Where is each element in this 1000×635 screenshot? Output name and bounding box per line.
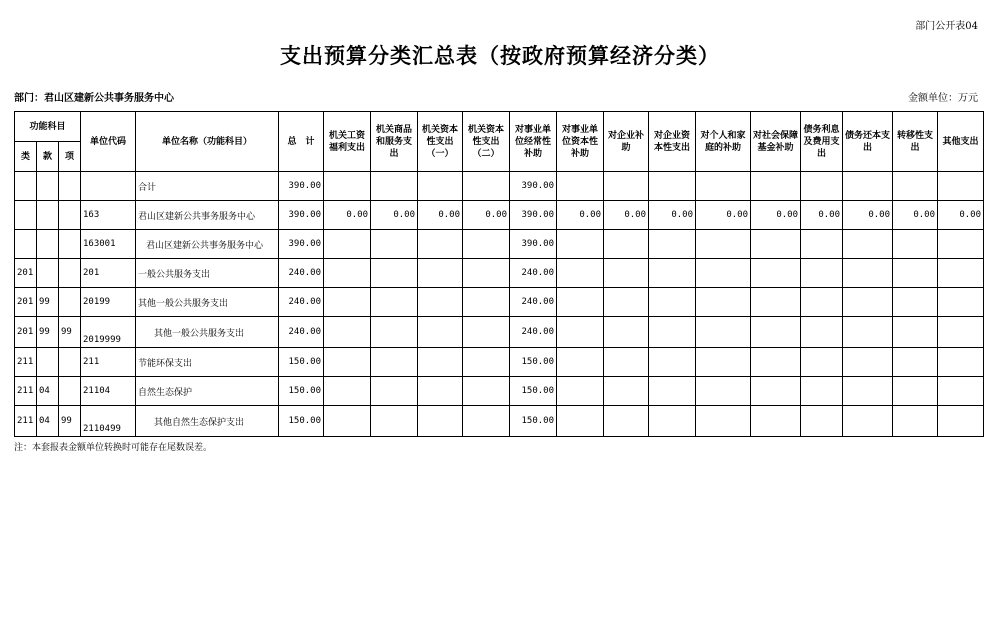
amount-cell [843,406,893,437]
amount-cell [324,406,371,437]
lei-cell: 211 [15,348,37,377]
table-row [15,348,984,377]
table-row [15,259,984,288]
kuan-cell [37,230,59,259]
col-header: 机关商品和服务支出 [371,112,418,172]
total-cell: 150.00 [279,377,324,406]
col-header: 债务还本支出 [843,112,893,172]
unit-code-cell: 20199 [81,288,136,317]
total-cell: 240.00 [279,259,324,288]
form-number: 部门公开表04 [915,21,978,32]
amount-cell [324,230,371,259]
unit-code-cell [81,172,136,201]
amount-cell [938,377,984,406]
amount-cell [751,288,801,317]
unit-code-cell: 21104 [81,377,136,406]
amount-cell: 150.00 [510,348,557,377]
amount-cell [696,172,751,201]
total-header: 总 计 [279,112,324,172]
amount-cell [604,348,649,377]
kuan-cell: 99 [37,317,59,348]
amount-cell [649,259,696,288]
amount-cell [371,259,418,288]
col-header: 对事业单位资本性补助 [557,112,604,172]
amount-cell [418,317,463,348]
amount-cell: 150.00 [510,406,557,437]
amount-cell [938,172,984,201]
amount-cell [801,377,843,406]
amount-cell: 240.00 [510,288,557,317]
xiang-cell [59,172,81,201]
amount-cell [696,230,751,259]
total-cell: 150.00 [279,406,324,437]
amount-cell [418,377,463,406]
unit-name-cell: 君山区建新公共事务服务中心 [136,201,279,230]
table-row [15,288,984,317]
xiang-cell [59,230,81,259]
col-header: 对企业补助 [604,112,649,172]
table-row [15,172,984,201]
total-cell: 240.00 [279,317,324,348]
amount-cell: 0.00 [751,201,801,230]
amount-cell [843,259,893,288]
lei-cell [15,230,37,259]
amount-cell [751,348,801,377]
amount-cell: 390.00 [510,230,557,259]
xiang-cell [59,348,81,377]
amount-cell [893,288,938,317]
amount-cell [843,230,893,259]
col-header: 债务利息及费用支出 [801,112,843,172]
amount-cell [751,377,801,406]
table-row [15,201,984,230]
amount-cell: 0.00 [604,201,649,230]
col-header: 对事业单位经常性补助 [510,112,557,172]
xiang-cell [59,288,81,317]
amount-cell [649,348,696,377]
unit-name-header: 单位名称（功能科目） [136,112,279,172]
amount-cell [938,288,984,317]
amount-cell [938,317,984,348]
amount-cell [649,377,696,406]
amount-cell [557,406,604,437]
amount-cell [463,230,510,259]
xiang-cell [59,259,81,288]
amount-cell [557,230,604,259]
lei-cell: 201 [15,317,37,348]
amount-cell [801,259,843,288]
xiang-cell [59,377,81,406]
amount-cell [371,288,418,317]
total-cell: 390.00 [279,230,324,259]
amount-cell [751,230,801,259]
amount-cell [604,230,649,259]
amount-cell [649,317,696,348]
amount-cell: 240.00 [510,317,557,348]
amount-cell [604,317,649,348]
col-header: 对企业资本性支出 [649,112,696,172]
col-header: 机关资本性支出（一） [418,112,463,172]
amount-cell [843,317,893,348]
unit-name-cell: 其他自然生态保护支出 [136,406,279,437]
page-title: 支出预算分类汇总表（按政府预算经济分类） [280,43,720,68]
amount-cell [751,317,801,348]
amount-cell [649,288,696,317]
lei-cell [15,201,37,230]
amount-cell [696,288,751,317]
amount-cell [557,348,604,377]
kuan-header: 款 [37,142,59,172]
xiang-cell [59,201,81,230]
amount-cell [696,317,751,348]
amount-cell: 0.00 [418,201,463,230]
amount-cell: 390.00 [510,201,557,230]
amount-cell [801,406,843,437]
total-cell: 150.00 [279,348,324,377]
table-row [15,230,984,259]
col-header: 对个人和家庭的补助 [696,112,751,172]
lei-cell [15,172,37,201]
amount-cell [696,259,751,288]
amount-cell [649,172,696,201]
amount-cell: 0.00 [938,201,984,230]
amount-cell [751,172,801,201]
amount-cell [324,377,371,406]
amount-cell [324,288,371,317]
col-header: 转移性支出 [893,112,938,172]
amount-cell [418,230,463,259]
amount-cell [557,288,604,317]
xiang-cell: 99 [59,406,81,437]
department-label: 部门：君山区建新公共事务服务中心 [14,93,174,104]
amount-cell [418,288,463,317]
amount-cell [324,317,371,348]
amount-cell: 0.00 [649,201,696,230]
amount-cell [463,317,510,348]
amount-cell [371,406,418,437]
amount-cell [893,259,938,288]
unit-code-cell: 201 [81,259,136,288]
xiang-header: 项 [59,142,81,172]
amount-cell [418,172,463,201]
table-row [15,377,984,406]
amount-cell [893,230,938,259]
amount-cell [324,348,371,377]
unit-name-cell: 节能环保支出 [136,348,279,377]
amount-cell: 0.00 [371,201,418,230]
col-header: 对社会保障基金补助 [751,112,801,172]
amount-cell [604,172,649,201]
amount-cell [371,230,418,259]
amount-cell [843,172,893,201]
amount-cell [463,406,510,437]
amount-cell [696,348,751,377]
amount-cell: 0.00 [463,201,510,230]
amount-cell [463,348,510,377]
kuan-cell [37,348,59,377]
amount-cell [371,172,418,201]
amount-cell [801,288,843,317]
amount-cell [801,230,843,259]
kuan-cell [37,259,59,288]
table-row [15,406,984,437]
amount-cell [801,172,843,201]
unit-code-cell: 2110499 [81,406,136,437]
amount-cell [893,406,938,437]
amount-cell: 390.00 [510,172,557,201]
amount-cell [418,259,463,288]
table-body [15,172,984,437]
amount-cell: 240.00 [510,259,557,288]
amount-cell [801,348,843,377]
total-cell: 390.00 [279,172,324,201]
amount-cell [371,348,418,377]
amount-cell [463,377,510,406]
amount-cell [557,172,604,201]
kuan-cell: 99 [37,288,59,317]
unit-name-cell: 其他一般公共服务支出 [136,317,279,348]
unit-name-cell: 合计 [136,172,279,201]
amount-cell [371,317,418,348]
kuan-cell: 04 [37,406,59,437]
col-header: 其他支出 [938,112,984,172]
col-header: 机关工资福利支出 [324,112,371,172]
amount-cell [557,259,604,288]
budget-table [14,111,984,437]
total-cell: 390.00 [279,201,324,230]
amount-cell [843,348,893,377]
amount-cell [893,348,938,377]
amount-cell: 0.00 [557,201,604,230]
amount-cell [938,230,984,259]
func-subject-header: 功能科目 [15,112,81,142]
amount-cell [843,377,893,406]
amount-cell: 0.00 [893,201,938,230]
amount-cell [696,406,751,437]
unit-name-cell: 自然生态保护 [136,377,279,406]
unit-code-cell: 163001 [81,230,136,259]
amount-cell [557,317,604,348]
amount-cell: 0.00 [843,201,893,230]
amount-cell [649,406,696,437]
amount-cell [418,406,463,437]
amount-cell [604,406,649,437]
amount-cell [696,377,751,406]
amount-cell [463,259,510,288]
amount-cell: 0.00 [801,201,843,230]
amount-cell [604,259,649,288]
amount-cell [751,406,801,437]
amount-cell: 0.00 [324,201,371,230]
amount-unit-label: 金额单位：万元 [908,93,978,104]
amount-cell [324,259,371,288]
kuan-cell: 04 [37,377,59,406]
amount-cell [604,377,649,406]
amount-cell [463,288,510,317]
lei-cell: 211 [15,406,37,437]
unit-name-cell: 其他一般公共服务支出 [136,288,279,317]
amount-cell [557,377,604,406]
unit-code-cell: 163 [81,201,136,230]
lei-cell: 201 [15,288,37,317]
unit-name-cell: 君山区建新公共事务服务中心 [136,230,279,259]
lei-cell: 211 [15,377,37,406]
amount-cell: 150.00 [510,377,557,406]
amount-cell [938,348,984,377]
unit-name-cell: 一般公共服务支出 [136,259,279,288]
lei-header: 类 [15,142,37,172]
unit-code-header: 单位代码 [81,112,136,172]
amount-cell [893,377,938,406]
amount-cell [938,259,984,288]
kuan-cell [37,201,59,230]
amount-cell [324,172,371,201]
lei-cell: 201 [15,259,37,288]
amount-cell: 0.00 [696,201,751,230]
table-row [15,317,984,348]
col-header: 机关资本性支出（二） [463,112,510,172]
unit-code-cell: 211 [81,348,136,377]
amount-cell [893,317,938,348]
amount-cell [418,348,463,377]
total-cell: 240.00 [279,288,324,317]
amount-cell [371,377,418,406]
kuan-cell [37,172,59,201]
amount-cell [801,317,843,348]
amount-cell [751,259,801,288]
amount-cell [463,172,510,201]
amount-cell [604,288,649,317]
amount-cell [843,288,893,317]
amount-cell [938,406,984,437]
footnote: 注：本套报表金额单位转换时可能存在尾数误差。 [14,443,213,453]
amount-cell [649,230,696,259]
xiang-cell: 99 [59,317,81,348]
unit-code-cell: 2019999 [81,317,136,348]
amount-cell [893,172,938,201]
